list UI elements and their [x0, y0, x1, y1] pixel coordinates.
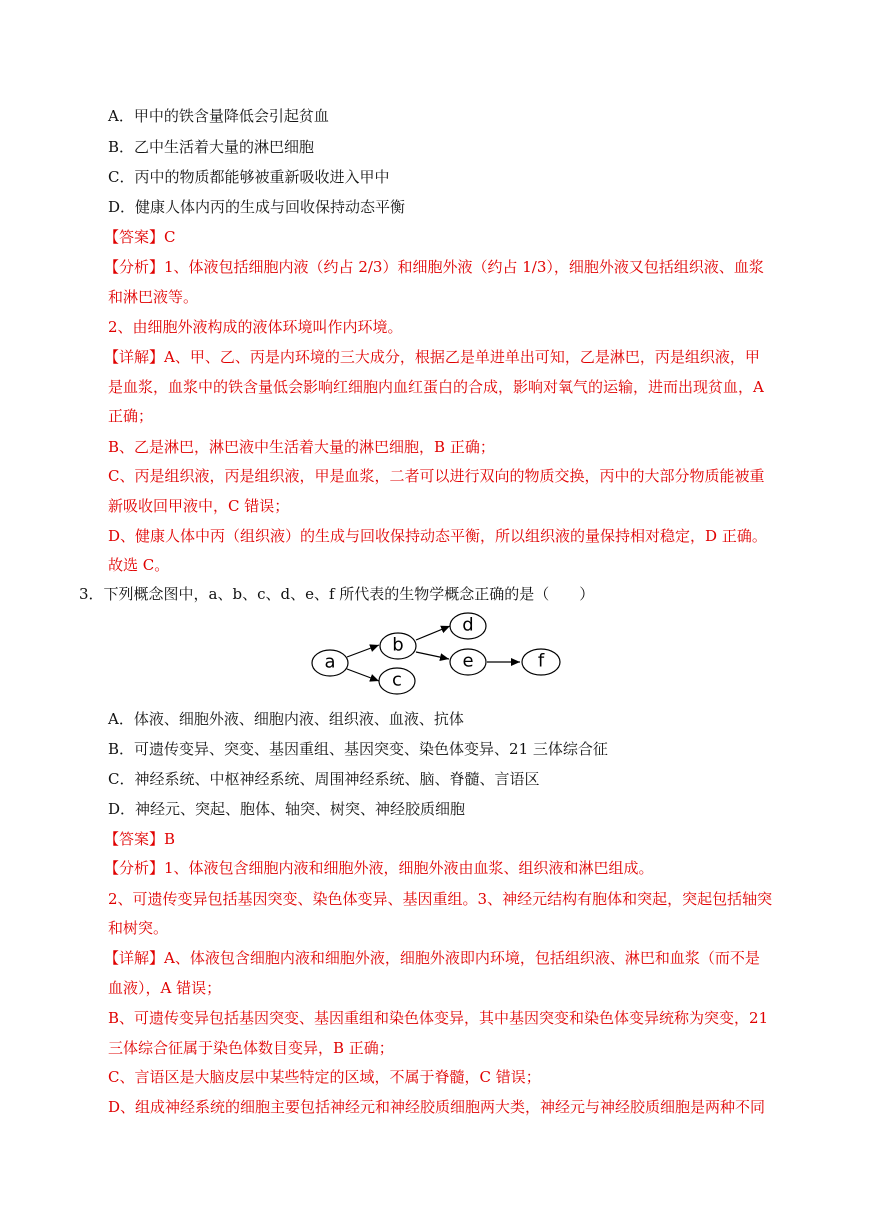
node-d-label: d — [462, 614, 474, 636]
node-e-label: e — [462, 650, 474, 672]
edge-a-b — [347, 645, 379, 657]
edge-b-d — [416, 626, 450, 640]
node-b-label: b — [392, 634, 404, 656]
q3-option-b: B．可遗传变异、突变、基因重组、基因突变、染色体变异、21 三体综合征 — [108, 740, 608, 758]
concept-diagram — [300, 606, 570, 696]
node-a-label: a — [324, 651, 336, 673]
node-c-label: c — [392, 669, 402, 691]
q2-analysis-line-1: 【分析】1、体液包括细胞内液（约占 2/3）和细胞外液（约占 1/3），细胞外液又包括组织液、血浆 — [104, 258, 764, 276]
q2-option-d: D．健康人体内丙的生成与回收保持动态平衡 — [108, 198, 406, 216]
q3-option-a: A．体液、细胞外液、细胞内液、组织液、血液、抗体 — [108, 710, 464, 728]
q3-answer: 【答案】B — [104, 830, 176, 848]
edge-a-c — [347, 669, 379, 681]
q2-answer: 【答案】C — [104, 228, 176, 246]
q3-detail-line-1: 【详解】A、体液包含细胞内液和细胞外液，细胞外液即内环境，包括组织液、淋巴和血浆（而不是 — [104, 949, 760, 967]
q3-analysis-line-1: 【分析】1、体液包含细胞内液和细胞外液，细胞外液由血浆、组织液和淋巴组成。 — [104, 859, 654, 877]
q3-analysis-line-2: 2、可遗传变异包括基因突变、染色体变异、基因重组。3、神经元结构有胞体和突起，突起包括轴突 — [108, 890, 773, 908]
q3-detail-line-6: D、组成神经系统的细胞主要包括神经元和神经胶质细胞两大类，神经元与神经胶质细胞是两种不同 — [108, 1098, 766, 1116]
q3-detail-line-5: C、言语区是大脑皮层中某些特定的区域，不属于脊髓，C 错误； — [108, 1068, 541, 1086]
q3-detail-line-3: B、可遗传变异包括基因突变、基因重组和染色体变异，其中基因突变和染色体变异统称为突变，21 — [108, 1009, 769, 1027]
q2-option-a: A．甲中的铁含量降低会引起贫血 — [108, 107, 329, 125]
q2-detail-line-2: 是血浆，血浆中的铁含量低会影响红细胞内血红蛋白的合成，影响对氧气的运输，进而出现贫血，A — [108, 378, 764, 396]
q2-option-c: C．丙中的物质都能够被重新吸收进入甲中 — [108, 168, 390, 186]
q3-stem: 3．下列概念图中，a、b、c、d、e、f 所代表的生物学概念正确的是（ ） — [79, 585, 595, 603]
q3-analysis-line-3: 和树突。 — [108, 919, 169, 937]
edge-b-e — [416, 652, 449, 659]
q2-detail-line-3: 正确； — [108, 407, 154, 425]
q2-detail-line-5: C、丙是组织液，丙是组织液，甲是血浆，二者可以进行双向的物质交换，丙中的大部分物质能被重 — [108, 467, 765, 485]
q3-detail-line-4: 三体综合征属于染色体数目变异，B 正确； — [108, 1039, 394, 1057]
q2-detail-line-4: B、乙是淋巴，淋巴液中生活着大量的淋巴细胞，B 正确； — [108, 438, 495, 456]
q2-analysis-line-3: 2、由细胞外液构成的液体环境叫作内环境。 — [108, 318, 403, 336]
q2-detail-line-7: D、健康人体中丙（组织液）的生成与回收保持动态平衡，所以组织液的量保持相对稳定，D 正确。 — [108, 527, 767, 545]
q3-option-d: D．神经元、突起、胞体、轴突、树突、神经胶质细胞 — [108, 800, 466, 818]
q2-analysis-line-2: 和淋巴液等。 — [108, 288, 199, 306]
q2-detail-line-1: 【详解】A、甲、乙、丙是内环境的三大成分，根据乙是单进单出可知，乙是淋巴，丙是组织液，甲 — [104, 348, 760, 366]
node-f-label: f — [537, 650, 545, 672]
q2-detail-line-8: 故选 C。 — [108, 556, 170, 574]
q3-detail-line-2: 血液），A 错误； — [108, 979, 222, 997]
q2-detail-line-6: 新吸收回甲液中，C 错误； — [108, 497, 290, 515]
q3-option-c: C．神经系统、中枢神经系统、周围神经系统、脑、脊髓、言语区 — [108, 770, 540, 788]
q2-option-b: B．乙中生活着大量的淋巴细胞 — [108, 138, 315, 156]
